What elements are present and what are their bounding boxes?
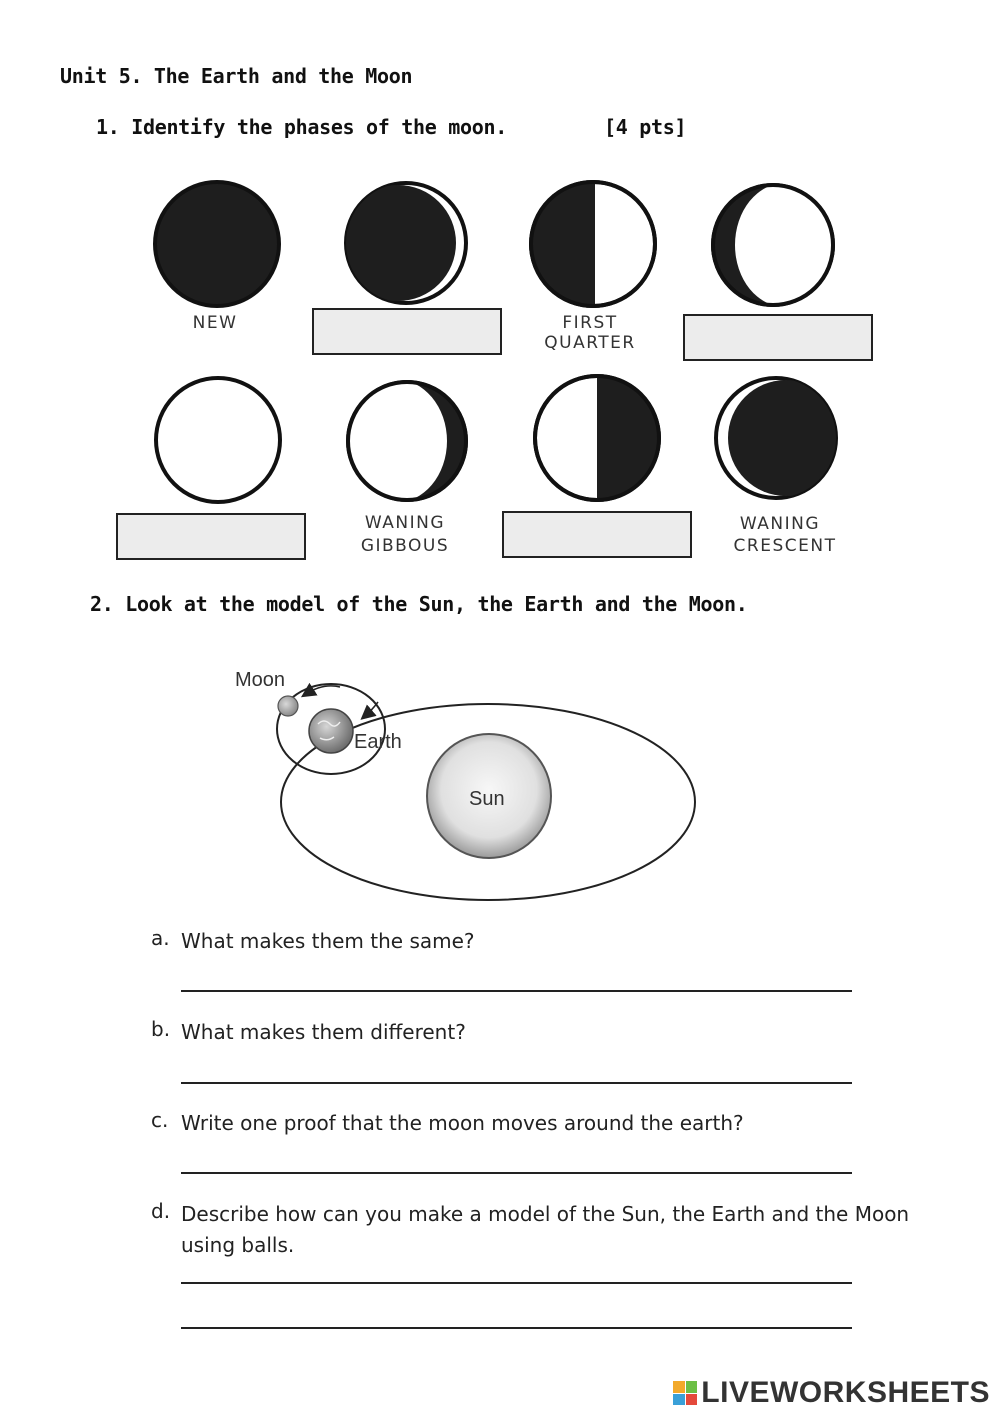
question-b-letter: b.	[151, 1017, 171, 1041]
sun-earth-moon-model	[0, 640, 1000, 920]
moon-waning-gibbous-icon	[340, 370, 480, 510]
badge-cell-3	[673, 1394, 685, 1406]
liveworksheets-brand-text: LIVEWORKSHEETS	[701, 1376, 990, 1409]
liveworksheets-logo	[673, 1376, 990, 1410]
moon-waxing-crescent-icon	[340, 183, 466, 303]
moon-full-icon	[156, 378, 280, 502]
answer-box-third-quarter[interactable]	[502, 511, 692, 558]
answer-line-d2[interactable]	[181, 1327, 852, 1329]
question-b-text: What makes them different?	[181, 1020, 466, 1044]
answer-box-waxing-gibbous[interactable]	[683, 314, 873, 361]
earth-icon	[309, 709, 353, 753]
label-new: NEW	[192, 313, 238, 333]
label-waning-crescent-line1: WANING	[739, 514, 821, 534]
badge-cell-1	[673, 1381, 685, 1393]
answer-box-waxing-crescent[interactable]	[312, 308, 502, 355]
moon-label: Moon	[235, 669, 286, 691]
badge-cell-2	[686, 1381, 698, 1393]
question-d	[151, 1199, 931, 1263]
moon-third-quarter-icon	[535, 370, 672, 510]
question-a-text: What makes them the same?	[181, 929, 475, 953]
question-1-points: [4 pts]	[604, 115, 687, 139]
answer-box-full[interactable]	[116, 513, 306, 560]
question-b	[151, 1017, 931, 1049]
answer-line-b[interactable]	[181, 1082, 852, 1084]
label-waning-crescent-line2: CRESCENT	[733, 536, 837, 556]
question-c-text: Write one proof that the moon moves around the earth?	[181, 1111, 744, 1135]
label-waning-gibbous-line2: GIBBOUS	[360, 536, 450, 556]
label-first-quarter-line2: QUARTER	[544, 333, 636, 353]
question-2-title: 2. Look at the model of the Sun, the Earth and the Moon.	[90, 592, 748, 616]
question-a	[151, 926, 931, 958]
moon-first-quarter-icon	[520, 170, 655, 320]
badge-cell-4	[686, 1394, 698, 1406]
moon-new-icon	[155, 182, 279, 306]
question-a-letter: a.	[151, 926, 170, 950]
moon-waxing-gibbous-icon	[700, 170, 850, 320]
question-c	[151, 1108, 931, 1140]
liveworksheets-badge-icon	[673, 1381, 697, 1405]
question-c-letter: c.	[151, 1108, 169, 1132]
moon-phases-illustration	[0, 0, 1000, 580]
answer-line-c[interactable]	[181, 1172, 852, 1174]
unit-title: Unit 5. The Earth and the Moon	[60, 64, 413, 88]
moon-icon	[278, 696, 298, 716]
earth-label: Earth	[354, 731, 402, 753]
question-d-letter: d.	[151, 1199, 171, 1223]
answer-line-a[interactable]	[181, 990, 852, 992]
label-first-quarter-line1: FIRST	[562, 313, 618, 333]
label-waning-gibbous-line1: WANING	[364, 513, 446, 533]
sun-label: Sun	[469, 788, 505, 810]
question-d-text: Describe how can you make a model of the Sun, the Earth and the Moon using balls.	[181, 1202, 910, 1257]
moon-waning-crescent-icon	[716, 378, 844, 498]
answer-line-d1[interactable]	[181, 1282, 852, 1284]
question-1-title: 1. Identify the phases of the moon.	[96, 115, 507, 139]
